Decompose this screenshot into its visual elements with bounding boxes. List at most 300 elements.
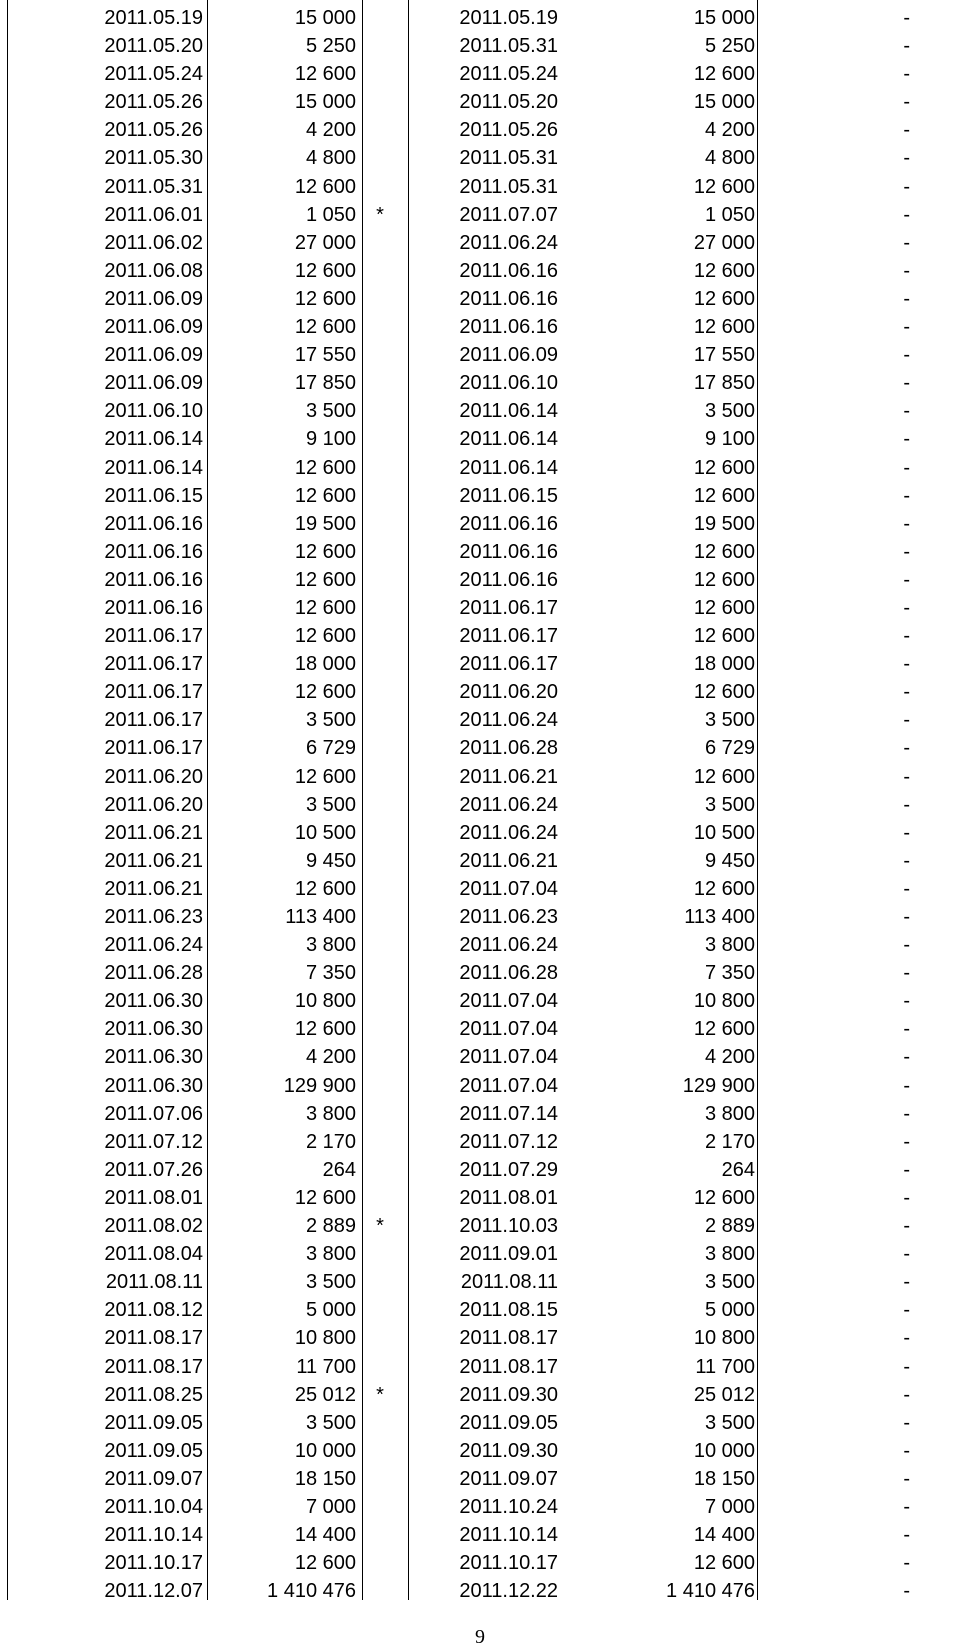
paid-amount-cell: 12 600	[693, 765, 755, 788]
paid-date-cell: 2011.06.20	[459, 681, 558, 704]
date-cell: 2011.06.16	[104, 540, 203, 563]
date-cell: 2011.08.11	[105, 1271, 203, 1294]
status-cell: -	[903, 1580, 910, 1603]
paid-amount-cell: 18 000	[693, 653, 755, 676]
amount-cell: 4 200	[305, 119, 356, 142]
paid-amount-cell: 3 500	[704, 793, 755, 816]
paid-date-cell: 2011.10.03	[459, 1215, 558, 1238]
amount-cell: 6 729	[305, 737, 356, 760]
table-row	[0, 510, 960, 538]
date-cell: 2011.06.09	[104, 372, 203, 395]
amount-cell: 3 500	[305, 400, 356, 423]
paid-date-cell: 2011.05.19	[459, 7, 558, 29]
status-cell: -	[903, 596, 910, 619]
paid-date-cell: 2011.06.24	[459, 231, 558, 254]
amount-cell: 18 150	[294, 1467, 356, 1490]
date-cell: 2011.06.15	[104, 484, 203, 507]
status-cell: -	[903, 1411, 910, 1434]
date-cell: 2011.06.24	[104, 934, 203, 957]
table-row	[0, 482, 960, 510]
date-cell: 2011.06.21	[104, 877, 203, 900]
table-row	[0, 1268, 960, 1296]
paid-amount-cell: 9 450	[704, 849, 755, 872]
date-cell: 2011.06.09	[104, 287, 203, 310]
amount-cell: 12 600	[294, 175, 356, 198]
paid-amount-cell: 15 000	[693, 7, 755, 29]
paid-amount-cell: 12 600	[693, 1018, 755, 1041]
status-cell: -	[903, 231, 910, 254]
status-cell: -	[903, 287, 910, 310]
amount-cell: 5 250	[305, 35, 356, 58]
paid-date-cell: 2011.05.24	[459, 63, 558, 86]
table-row	[0, 1100, 960, 1128]
date-cell: 2011.08.25	[104, 1383, 203, 1406]
status-cell: -	[903, 906, 910, 928]
table-row	[0, 201, 960, 229]
status-cell: -	[903, 1355, 910, 1378]
date-cell: 2011.06.16	[104, 596, 203, 619]
date-cell: 2011.08.12	[104, 1299, 203, 1322]
paid-date-cell: 2011.08.11	[460, 1271, 558, 1294]
status-cell: -	[903, 372, 910, 395]
paid-date-cell: 2011.06.14	[459, 400, 558, 423]
date-cell: 2011.06.09	[104, 344, 203, 367]
paid-amount-cell: 2 889	[704, 1215, 755, 1238]
date-cell: 2011.06.02	[104, 231, 203, 254]
status-cell: -	[903, 91, 910, 114]
table-row	[0, 903, 960, 931]
paid-amount-cell: 1 410 476	[666, 1580, 755, 1603]
status-cell: -	[903, 934, 910, 957]
amount-cell: 264	[322, 1158, 356, 1181]
table-row	[0, 875, 960, 903]
date-cell: 2011.06.30	[104, 1046, 203, 1069]
table-row	[0, 1184, 960, 1212]
amount-cell: 12 600	[294, 1018, 356, 1041]
paid-date-cell: 2011.06.17	[459, 596, 558, 619]
paid-date-cell: 2011.06.09	[459, 344, 558, 367]
amount-cell: 12 600	[294, 484, 356, 507]
status-cell: -	[903, 1074, 910, 1097]
paid-amount-cell: 10 500	[693, 821, 755, 844]
status-cell: -	[903, 1186, 910, 1209]
paid-date-cell: 2011.05.31	[459, 175, 558, 198]
paid-date-cell: 2011.06.17	[459, 653, 558, 676]
table-row	[0, 1240, 960, 1268]
paid-amount-cell: 264	[721, 1158, 755, 1181]
table-row	[0, 1493, 960, 1521]
amount-cell: 12 600	[294, 765, 356, 788]
amount-cell: 1 050	[305, 203, 356, 226]
amount-cell: 7 350	[305, 962, 356, 985]
table-row	[0, 706, 960, 734]
status-cell: -	[903, 681, 910, 704]
table-row	[0, 763, 960, 791]
table-row	[0, 257, 960, 285]
status-cell: -	[903, 1130, 910, 1153]
table-row	[0, 1437, 960, 1465]
status-cell: -	[903, 1215, 910, 1238]
table-row	[0, 1381, 960, 1409]
date-cell: 2011.05.24	[104, 63, 203, 86]
table-row	[0, 454, 960, 482]
paid-date-cell: 2011.06.14	[459, 428, 558, 451]
paid-date-cell: 2011.06.14	[459, 456, 558, 479]
amount-cell: 12 600	[294, 596, 356, 619]
paid-date-cell: 2011.09.30	[459, 1383, 558, 1406]
paid-amount-cell: 9 100	[704, 428, 755, 451]
date-cell: 2011.10.04	[104, 1495, 203, 1518]
status-cell: -	[903, 821, 910, 844]
paid-amount-cell: 3 500	[704, 1411, 755, 1434]
table-row	[0, 1577, 960, 1605]
amount-cell: 3 800	[305, 1243, 356, 1266]
amount-cell: 7 000	[305, 1495, 356, 1518]
date-cell: 2011.06.16	[104, 568, 203, 591]
paid-amount-cell: 12 600	[693, 540, 755, 563]
amount-cell: 12 600	[294, 1552, 356, 1575]
paid-date-cell: 2011.07.04	[459, 1046, 558, 1069]
status-cell: -	[903, 1046, 910, 1069]
table-row	[0, 1324, 960, 1352]
date-cell: 2011.06.21	[104, 821, 203, 844]
paid-amount-cell: 12 600	[693, 259, 755, 282]
paid-amount-cell: 10 800	[693, 990, 755, 1013]
status-cell: -	[903, 849, 910, 872]
amount-cell: 4 800	[305, 147, 356, 170]
status-cell: -	[903, 175, 910, 198]
paid-date-cell: 2011.08.15	[459, 1299, 558, 1322]
date-cell: 2011.06.17	[104, 625, 203, 648]
table-row	[0, 594, 960, 622]
status-cell: -	[903, 962, 910, 985]
status-cell: -	[903, 653, 910, 676]
paid-amount-cell: 3 800	[704, 1243, 755, 1266]
paid-date-cell: 2011.06.24	[459, 709, 558, 732]
paid-amount-cell: 18 150	[693, 1467, 755, 1490]
amount-cell: 12 600	[294, 681, 356, 704]
paid-date-cell: 2011.06.21	[459, 765, 558, 788]
paid-amount-cell: 1 050	[704, 203, 755, 226]
paid-date-cell: 2011.07.04	[459, 877, 558, 900]
table-row	[0, 791, 960, 819]
paid-amount-cell: 2 170	[704, 1130, 755, 1153]
paid-amount-cell: 5 250	[704, 35, 755, 58]
amount-cell: 5 000	[305, 1299, 356, 1322]
status-cell: -	[903, 35, 910, 58]
amount-cell: 12 600	[294, 877, 356, 900]
paid-date-cell: 2011.05.20	[459, 91, 558, 114]
status-cell: -	[903, 203, 910, 226]
table-row	[0, 538, 960, 566]
amount-cell: 17 850	[294, 372, 356, 395]
table-row	[0, 1212, 960, 1240]
date-cell: 2011.06.10	[104, 400, 203, 423]
amount-cell: 3 500	[305, 1411, 356, 1434]
status-cell: -	[903, 400, 910, 423]
paid-date-cell: 2011.06.15	[459, 484, 558, 507]
paid-amount-cell: 12 600	[693, 456, 755, 479]
paid-amount-cell: 12 600	[693, 287, 755, 310]
table-row	[0, 1156, 960, 1184]
paid-amount-cell: 12 600	[693, 681, 755, 704]
amount-cell: 1 410 476	[267, 1580, 356, 1603]
status-cell: -	[903, 990, 910, 1013]
transactions-table	[0, 4, 960, 1605]
date-cell: 2011.05.26	[104, 119, 203, 142]
date-cell: 2011.10.14	[104, 1524, 203, 1547]
amount-cell: 12 600	[294, 287, 356, 310]
amount-cell: 15 000	[294, 7, 356, 29]
amount-cell: 12 600	[294, 316, 356, 339]
date-cell: 2011.06.01	[104, 203, 203, 226]
status-cell: -	[903, 316, 910, 339]
amount-cell: 12 600	[294, 625, 356, 648]
amount-cell: 15 000	[294, 91, 356, 114]
paid-date-cell: 2011.06.16	[459, 512, 558, 535]
table-row	[0, 650, 960, 678]
amount-cell: 10 800	[294, 990, 356, 1013]
status-cell: -	[903, 568, 910, 591]
table-row	[0, 116, 960, 144]
paid-date-cell: 2011.07.12	[459, 1130, 558, 1153]
status-cell: -	[903, 1243, 910, 1266]
paid-date-cell: 2011.06.23	[459, 906, 558, 928]
paid-amount-cell: 25 012	[693, 1383, 755, 1406]
table-row	[0, 1353, 960, 1381]
date-cell: 2011.06.30	[104, 1074, 203, 1097]
date-cell: 2011.09.05	[104, 1411, 203, 1434]
table-row	[0, 1128, 960, 1156]
amount-cell: 4 200	[305, 1046, 356, 1069]
amount-cell: 12 600	[294, 1186, 356, 1209]
amount-cell: 10 500	[294, 821, 356, 844]
date-cell: 2011.06.17	[104, 737, 203, 760]
status-cell: -	[903, 1439, 910, 1462]
table-row	[0, 959, 960, 987]
table-row	[0, 1465, 960, 1493]
amount-cell: 12 600	[294, 456, 356, 479]
date-cell: 2011.08.01	[104, 1186, 203, 1209]
paid-amount-cell: 12 600	[693, 63, 755, 86]
status-cell: -	[903, 1018, 910, 1041]
date-cell: 2011.05.30	[104, 147, 203, 170]
paid-amount-cell: 7 000	[704, 1495, 755, 1518]
mark-cell: *	[376, 1383, 384, 1406]
table-row	[0, 341, 960, 369]
status-cell: -	[903, 877, 910, 900]
paid-date-cell: 2011.06.28	[459, 737, 558, 760]
paid-amount-cell: 12 600	[693, 175, 755, 198]
table-row	[0, 678, 960, 706]
amount-cell: 3 500	[305, 1271, 356, 1294]
status-cell: -	[903, 7, 910, 29]
status-cell: -	[903, 1383, 910, 1406]
date-cell: 2011.08.02	[104, 1215, 203, 1238]
paid-amount-cell: 27 000	[693, 231, 755, 254]
paid-date-cell: 2011.06.21	[459, 849, 558, 872]
date-cell: 2011.06.14	[104, 428, 203, 451]
paid-date-cell: 2011.09.05	[459, 1411, 558, 1434]
amount-cell: 9 450	[305, 849, 356, 872]
paid-amount-cell: 10 000	[693, 1439, 755, 1462]
table-row	[0, 88, 960, 116]
table-row	[0, 1072, 960, 1100]
date-cell: 2011.07.06	[104, 1102, 203, 1125]
amount-cell: 11 700	[296, 1355, 356, 1378]
paid-amount-cell: 17 550	[693, 344, 755, 367]
paid-amount-cell: 5 000	[704, 1299, 755, 1322]
paid-date-cell: 2011.06.16	[459, 259, 558, 282]
date-cell: 2011.06.08	[104, 259, 203, 282]
date-cell: 2011.05.26	[104, 91, 203, 114]
status-cell: -	[903, 512, 910, 535]
status-cell: -	[903, 1495, 910, 1518]
table-row	[0, 32, 960, 60]
table-row	[0, 987, 960, 1015]
paid-date-cell: 2011.10.24	[459, 1495, 558, 1518]
paid-date-cell: 2011.06.16	[459, 287, 558, 310]
status-cell: -	[903, 1467, 910, 1490]
amount-cell: 17 550	[294, 344, 356, 367]
status-cell: -	[903, 625, 910, 648]
date-cell: 2011.05.20	[104, 35, 203, 58]
amount-cell: 113 400	[285, 906, 356, 928]
paid-date-cell: 2011.07.04	[459, 990, 558, 1013]
paid-date-cell: 2011.06.24	[459, 934, 558, 957]
amount-cell: 27 000	[294, 231, 356, 254]
date-cell: 2011.09.07	[104, 1467, 203, 1490]
paid-date-cell: 2011.06.16	[459, 316, 558, 339]
page-number: 9	[475, 1626, 485, 1648]
status-cell: -	[903, 540, 910, 563]
paid-date-cell: 2011.06.16	[459, 568, 558, 591]
paid-amount-cell: 11 700	[695, 1355, 755, 1378]
status-cell: -	[903, 709, 910, 732]
paid-amount-cell: 12 600	[693, 484, 755, 507]
date-cell: 2011.05.19	[104, 7, 203, 29]
amount-cell: 25 012	[294, 1383, 356, 1406]
paid-date-cell: 2011.06.24	[459, 793, 558, 816]
amount-cell: 12 600	[294, 63, 356, 86]
table-row	[0, 229, 960, 257]
date-cell: 2011.09.05	[104, 1439, 203, 1462]
date-cell: 2011.06.09	[104, 316, 203, 339]
amount-cell: 3 500	[305, 709, 356, 732]
date-cell: 2011.06.17	[104, 709, 203, 732]
amount-cell: 10 000	[294, 1439, 356, 1462]
paid-date-cell: 2011.05.31	[459, 35, 558, 58]
status-cell: -	[903, 1327, 910, 1350]
table-row	[0, 397, 960, 425]
amount-cell: 19 500	[294, 512, 356, 535]
paid-amount-cell: 3 800	[704, 934, 755, 957]
table-row	[0, 622, 960, 650]
table-row	[0, 931, 960, 959]
amount-cell: 9 100	[305, 428, 356, 451]
date-cell: 2011.06.20	[104, 793, 203, 816]
mark-cell: *	[376, 203, 384, 226]
date-cell: 2011.10.17	[104, 1552, 203, 1575]
paid-date-cell: 2011.10.17	[459, 1552, 558, 1575]
status-cell: -	[903, 793, 910, 816]
date-cell: 2011.07.26	[104, 1158, 203, 1181]
table-row	[0, 734, 960, 762]
date-cell: 2011.08.17	[104, 1355, 203, 1378]
date-cell: 2011.06.20	[104, 765, 203, 788]
date-cell: 2011.06.28	[104, 962, 203, 985]
paid-date-cell: 2011.09.01	[459, 1243, 558, 1266]
paid-amount-cell: 12 600	[693, 568, 755, 591]
mark-cell: *	[376, 1215, 384, 1238]
paid-date-cell: 2011.05.26	[459, 119, 558, 142]
amount-cell: 12 600	[294, 568, 356, 591]
date-cell: 2011.08.04	[104, 1243, 203, 1266]
status-cell: -	[903, 1552, 910, 1575]
status-cell: -	[903, 765, 910, 788]
paid-amount-cell: 10 800	[693, 1327, 755, 1350]
paid-date-cell: 2011.07.04	[459, 1074, 558, 1097]
paid-amount-cell: 4 200	[704, 1046, 755, 1069]
status-cell: -	[903, 428, 910, 451]
paid-date-cell: 2011.06.16	[459, 540, 558, 563]
table-row	[0, 425, 960, 453]
amount-cell: 3 800	[305, 934, 356, 957]
paid-amount-cell: 19 500	[693, 512, 755, 535]
status-cell: -	[903, 147, 910, 170]
status-cell: -	[903, 1299, 910, 1322]
date-cell: 2011.06.14	[104, 456, 203, 479]
table-row	[0, 285, 960, 313]
paid-date-cell: 2011.07.14	[459, 1102, 558, 1125]
date-cell: 2011.12.07	[104, 1580, 203, 1603]
table-row	[0, 60, 960, 88]
date-cell: 2011.06.30	[104, 1018, 203, 1041]
table-row	[0, 369, 960, 397]
paid-amount-cell: 3 500	[704, 1271, 755, 1294]
table-row	[0, 566, 960, 594]
table-row	[0, 847, 960, 875]
paid-date-cell: 2011.05.31	[459, 147, 558, 170]
amount-cell: 3 800	[305, 1102, 356, 1125]
paid-amount-cell: 4 200	[704, 119, 755, 142]
table-row	[0, 1043, 960, 1071]
status-cell: -	[903, 484, 910, 507]
table-row	[0, 4, 960, 32]
paid-amount-cell: 17 850	[693, 372, 755, 395]
paid-date-cell: 2011.10.14	[459, 1524, 558, 1547]
date-cell: 2011.06.16	[104, 512, 203, 535]
date-cell: 2011.06.30	[104, 990, 203, 1013]
date-cell: 2011.06.23	[104, 906, 203, 928]
table-row	[0, 1296, 960, 1324]
date-cell: 2011.06.21	[104, 849, 203, 872]
paid-amount-cell: 7 350	[704, 962, 755, 985]
table-row	[0, 313, 960, 341]
paid-date-cell: 2011.07.29	[459, 1158, 558, 1181]
table-row	[0, 1549, 960, 1577]
paid-date-cell: 2011.06.28	[459, 962, 558, 985]
paid-amount-cell: 6 729	[704, 737, 755, 760]
amount-cell: 2 889	[305, 1215, 356, 1238]
status-cell: -	[903, 456, 910, 479]
paid-amount-cell: 4 800	[704, 147, 755, 170]
amount-cell: 3 500	[305, 793, 356, 816]
paid-date-cell: 2011.09.07	[459, 1467, 558, 1490]
table-row	[0, 1015, 960, 1043]
paid-date-cell: 2011.06.24	[459, 821, 558, 844]
paid-amount-cell: 129 900	[682, 1074, 755, 1097]
